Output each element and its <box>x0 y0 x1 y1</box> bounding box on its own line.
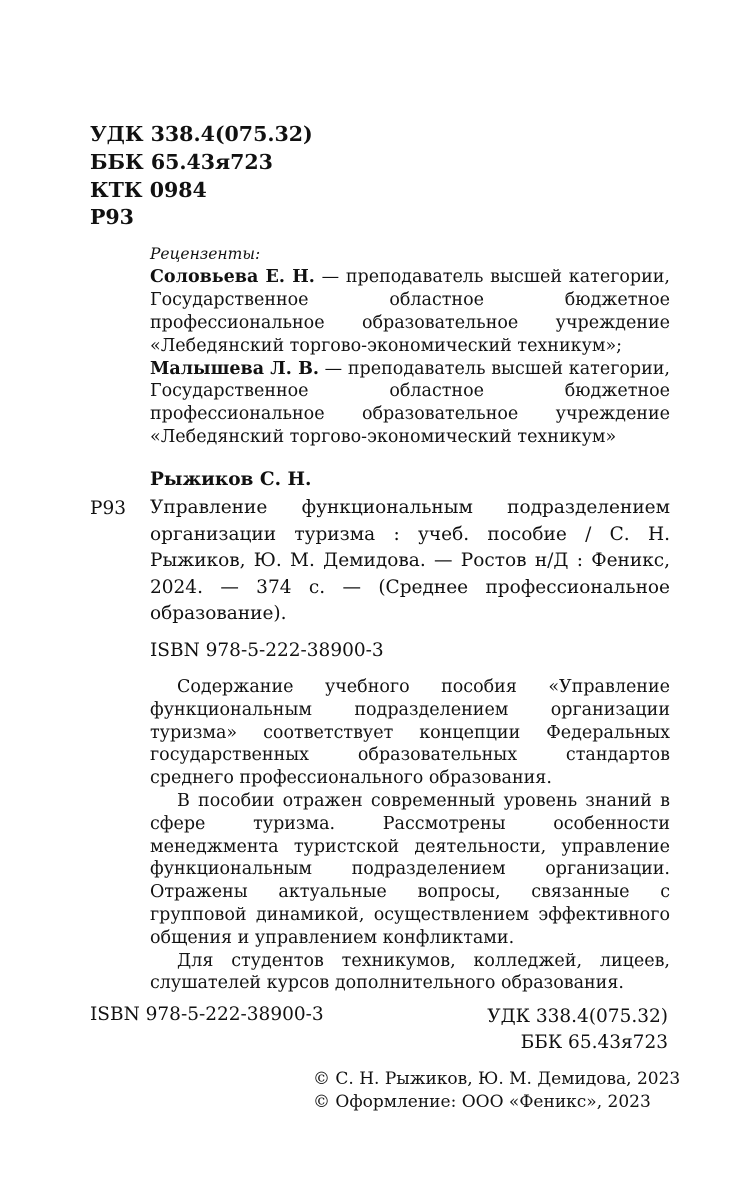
reviewer-name: Малышева Л. В. <box>150 358 319 379</box>
footer-codes <box>487 1004 668 1056</box>
author-mark: Р93 <box>90 205 134 230</box>
reviewer-name: Соловьева Е. Н. <box>150 266 315 287</box>
annotation-paragraph: Содержание учебного пособия «Управление функциональным подразделением организации туризма» соответствует концепции Федеральных государственных образовательных стандартов среднего профессионального образования. <box>150 677 670 789</box>
bbk-code: ББК 65.43я723 <box>90 149 273 174</box>
ktk-code: КТК 0984 <box>90 177 207 202</box>
copyright-design: © Оформление: ООО «Феникс», 2023 <box>313 1091 651 1112</box>
bibliographic-description: Управление функциональным подразделением организации туризма : учеб. пособие / С. Н. Рыжиков, Ю. М. Демидова. — Ростов н/Д : Феникс, 2024. — 374 с. — (Среднее профессиональное образование). <box>150 497 670 625</box>
author-code: Р93 <box>90 498 126 519</box>
footer-isbn: ISBN 978-5-222-38900-3 <box>90 1004 324 1025</box>
reviewer-entry <box>150 266 670 358</box>
reviewer-description: — преподаватель высшей категории, Государственное областное бюджетное профессиональное образовательное учреждение «Лебедянский торгово-экономический техникум»; <box>150 266 670 356</box>
reviewer-entry <box>150 358 670 450</box>
author-heading: Рыжиков С. Н. <box>150 469 312 490</box>
reviewers-label: Рецензенты: <box>150 245 261 263</box>
footer-bbk: ББК 65.43я723 <box>520 1032 668 1053</box>
reviewer-description: — преподаватель высшей категории, Государственное областное бюджетное профессиональное образовательное учреждение «Лебедянский торгово-экономический техникум» <box>150 358 670 448</box>
udk-code: УДК 338.4(075.32) <box>90 122 313 146</box>
annotation-paragraph: Для студентов техникумов, колледжей, лицеев, слушателей курсов дополнительного образования. <box>150 950 670 994</box>
annotation <box>150 676 670 995</box>
copyright-block <box>313 1068 680 1113</box>
reviewers-block <box>150 243 670 449</box>
footer-udk: УДК 338.4(075.32) <box>487 1006 668 1027</box>
copyright-authors: © С. Н. Рыжиков, Ю. М. Демидова, 2023 <box>313 1069 681 1089</box>
annotation-paragraph: В пособии отражен современный уровень знаний в сфере туризма. Рассмотрены особенности менеджмента туристской деятельности, управление функциональным подразделением организации. Отражены актуальные вопросы, связанные с групповой динамикой, осуществлением эффективного общения и управлением конфликтами. <box>150 790 670 948</box>
classification-codes <box>90 121 313 232</box>
isbn: ISBN 978-5-222-38900-3 <box>150 640 384 661</box>
